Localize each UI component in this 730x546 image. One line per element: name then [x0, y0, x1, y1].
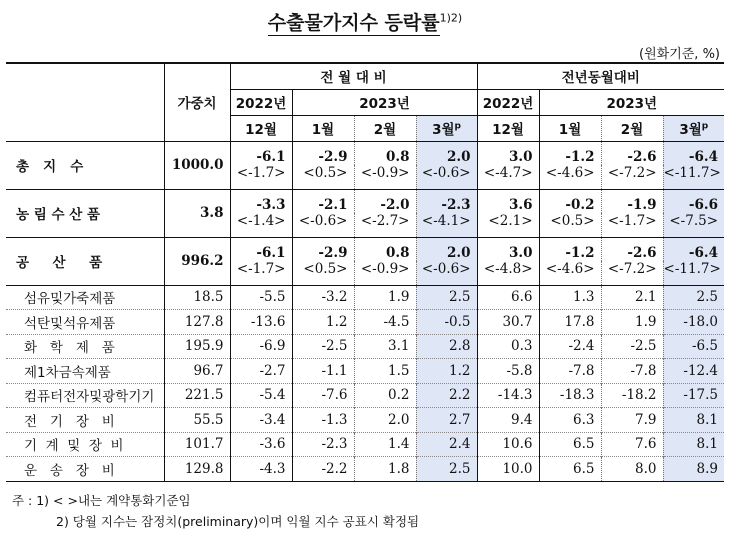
value-cell: -4.5 — [354, 310, 416, 335]
bracket-cell: <0.5> — [292, 261, 354, 285]
bracket-cell: <-7.2> — [601, 261, 663, 285]
value-cell: -14.3 — [477, 383, 539, 408]
value-cell: 8.9 — [663, 457, 724, 482]
bracket-cell: <-0.9> — [354, 261, 416, 285]
sub-row — [6, 334, 724, 359]
value-cell: -5.5 — [230, 285, 292, 310]
value-cell: 2.2 — [416, 383, 477, 408]
sub-row — [6, 408, 724, 433]
value-cell: -2.3 — [292, 432, 354, 457]
value-cell: 0.2 — [354, 383, 416, 408]
month-label: 3월 — [679, 122, 702, 138]
header-mom-feb: 2월 — [354, 115, 416, 141]
row-label: 섬유및가죽제품 — [6, 285, 164, 310]
bracket-cell: <-4.1> — [416, 213, 477, 237]
header-mom: 전 월 대 비 — [230, 63, 477, 89]
value-cell: -6.4 — [663, 237, 724, 261]
bracket-cell: <-4.6> — [539, 165, 601, 189]
value-cell: 1.9 — [601, 310, 663, 335]
header-yoy-2022: 2022년 — [477, 89, 539, 115]
value-cell: -3.4 — [230, 408, 292, 433]
header-mom-2023: 2023년 — [292, 89, 477, 115]
value-cell: 0.3 — [477, 334, 539, 359]
value-cell: -2.5 — [601, 334, 663, 359]
value-cell: 3.6 — [477, 189, 539, 213]
value-cell: 10.0 — [477, 457, 539, 482]
header-yoy-jan: 1월 — [539, 115, 601, 141]
value-cell: 1.2 — [292, 310, 354, 335]
footnote-1: 주 : 1) < >내는 계약통화기준임 — [12, 493, 191, 508]
value-cell: 8.1 — [663, 408, 724, 433]
major-row — [6, 237, 724, 261]
value-cell: -1.3 — [292, 408, 354, 433]
sub-row — [6, 310, 724, 335]
bracket-cell: <-7.2> — [601, 165, 663, 189]
value-cell: 3.1 — [354, 334, 416, 359]
value-cell: 2.0 — [416, 237, 477, 261]
value-cell: 6.3 — [539, 408, 601, 433]
bracket-cell: <-1.7> — [230, 165, 292, 189]
value-cell: -18.0 — [663, 310, 724, 335]
value-cell: -5.8 — [477, 359, 539, 384]
value-cell: 7.9 — [601, 408, 663, 433]
value-cell: 30.7 — [477, 310, 539, 335]
major-row — [6, 141, 724, 165]
value-cell: 9.4 — [477, 408, 539, 433]
sub-row — [6, 432, 724, 457]
value-cell: -2.9 — [292, 141, 354, 165]
value-cell: 2.1 — [601, 285, 663, 310]
row-label: 농 림 수 산 품 — [6, 189, 164, 237]
row-weight: 18.5 — [164, 285, 230, 310]
bracket-cell: <2.1> — [477, 213, 539, 237]
bracket-cell: <-2.7> — [354, 213, 416, 237]
value-cell: -1.2 — [539, 237, 601, 261]
value-cell: -4.3 — [230, 457, 292, 482]
header-mom-2022: 2022년 — [230, 89, 292, 115]
value-cell: 2.4 — [416, 432, 477, 457]
value-cell: -2.4 — [539, 334, 601, 359]
row-label: 운 송 장 비 — [6, 457, 164, 482]
value-cell: 2.5 — [416, 457, 477, 482]
value-cell: 1.4 — [354, 432, 416, 457]
value-cell: -2.5 — [292, 334, 354, 359]
major-row — [6, 189, 724, 213]
sub-row — [6, 285, 724, 310]
value-cell: -12.4 — [663, 359, 724, 384]
value-cell: 6.5 — [539, 457, 601, 482]
value-cell: 1.5 — [354, 359, 416, 384]
bracket-cell: <-11.7> — [663, 261, 724, 285]
bracket-cell: <-1.7> — [230, 261, 292, 285]
row-weight: 55.5 — [164, 408, 230, 433]
bracket-cell: <0.5> — [539, 213, 601, 237]
bracket-cell: <-0.9> — [354, 165, 416, 189]
value-cell: 2.0 — [354, 408, 416, 433]
sub-row — [6, 383, 724, 408]
month-label: 3월 — [432, 122, 455, 138]
bracket-cell: <-4.8> — [477, 261, 539, 285]
value-cell: 1.2 — [416, 359, 477, 384]
value-cell: -1.9 — [601, 189, 663, 213]
value-cell: -0.5 — [416, 310, 477, 335]
row-label: 제1차금속제품 — [6, 359, 164, 384]
header-mom-dec: 12월 — [230, 115, 292, 141]
header-mom-mar — [416, 115, 477, 141]
header-mom-jan: 1월 — [292, 115, 354, 141]
row-weight: 129.8 — [164, 457, 230, 482]
value-cell: -13.6 — [230, 310, 292, 335]
value-cell: 1.9 — [354, 285, 416, 310]
row-weight: 1000.0 — [164, 141, 230, 189]
value-cell: -6.4 — [663, 141, 724, 165]
value-cell: -2.6 — [601, 141, 663, 165]
bracket-cell: <-0.6> — [292, 213, 354, 237]
row-weight: 221.5 — [164, 383, 230, 408]
value-cell: -2.1 — [292, 189, 354, 213]
value-cell: -7.6 — [292, 383, 354, 408]
value-cell: -2.9 — [292, 237, 354, 261]
row-label: 전 기 장 비 — [6, 408, 164, 433]
row-weight: 3.8 — [164, 189, 230, 237]
value-cell: 10.6 — [477, 432, 539, 457]
bracket-cell: <-4.6> — [539, 261, 601, 285]
value-cell: 2.8 — [416, 334, 477, 359]
unit-label: (원화기준, %) — [639, 47, 720, 62]
value-cell: 3.0 — [477, 141, 539, 165]
value-cell: -18.3 — [539, 383, 601, 408]
value-cell: 2.5 — [416, 285, 477, 310]
value-cell: -2.0 — [354, 189, 416, 213]
value-cell: 0.8 — [354, 237, 416, 261]
header-yoy-mar — [663, 115, 724, 141]
sub-row — [6, 457, 724, 482]
value-cell: -1.2 — [539, 141, 601, 165]
bracket-cell: <-1.7> — [601, 213, 663, 237]
row-label: 기 계 및 장 비 — [6, 432, 164, 457]
page-title — [0, 8, 730, 35]
value-cell: -2.2 — [292, 457, 354, 482]
value-cell: -17.5 — [663, 383, 724, 408]
header-yoy: 전년동월대비 — [477, 63, 724, 89]
value-cell: -5.4 — [230, 383, 292, 408]
value-cell: -18.2 — [601, 383, 663, 408]
value-cell: 2.5 — [663, 285, 724, 310]
header-yoy-feb: 2월 — [601, 115, 663, 141]
value-cell: 3.0 — [477, 237, 539, 261]
bracket-cell: <0.5> — [292, 165, 354, 189]
header-yoy-2023: 2023년 — [539, 89, 724, 115]
value-cell: -6.1 — [230, 141, 292, 165]
value-cell: -7.8 — [539, 359, 601, 384]
row-label: 화 학 제 품 — [6, 334, 164, 359]
value-cell: 6.5 — [539, 432, 601, 457]
value-cell: 6.6 — [477, 285, 539, 310]
footnote-2: 2) 당월 지수는 잠정치(preliminary)이며 익월 지수 공표시 확정됨 — [56, 514, 420, 529]
value-cell: 1.8 — [354, 457, 416, 482]
value-cell: -0.2 — [539, 189, 601, 213]
prelim-mark: p — [454, 121, 461, 132]
value-cell: -3.2 — [292, 285, 354, 310]
header-row-1 — [6, 63, 724, 89]
sub-row — [6, 359, 724, 384]
value-cell: 1.3 — [539, 285, 601, 310]
value-cell: 17.8 — [539, 310, 601, 335]
bracket-cell: <-1.4> — [230, 213, 292, 237]
row-label: 공 산 품 — [6, 237, 164, 285]
value-cell: -1.1 — [292, 359, 354, 384]
value-cell: -2.3 — [416, 189, 477, 213]
row-weight: 996.2 — [164, 237, 230, 285]
value-cell: 2.0 — [416, 141, 477, 165]
value-cell: -3.3 — [230, 189, 292, 213]
value-cell: 8.1 — [663, 432, 724, 457]
prelim-mark: p — [701, 121, 709, 132]
row-weight: 127.8 — [164, 310, 230, 335]
row-weight: 101.7 — [164, 432, 230, 457]
value-cell: 0.8 — [354, 141, 416, 165]
value-cell: -6.6 — [663, 189, 724, 213]
bracket-cell: <-11.7> — [663, 165, 724, 189]
title-text: 수출물가지수 등락률 — [267, 12, 440, 34]
bracket-cell: <-0.6> — [416, 261, 477, 285]
value-cell: 2.7 — [416, 408, 477, 433]
value-cell: -7.8 — [601, 359, 663, 384]
row-label: 컴퓨터전자및광학기기 — [6, 383, 164, 408]
header-weight: 가중치 — [164, 63, 230, 141]
value-cell: 8.0 — [601, 457, 663, 482]
header-yoy-dec: 12월 — [477, 115, 539, 141]
bracket-cell: <-0.6> — [416, 165, 477, 189]
value-cell: -2.7 — [230, 359, 292, 384]
value-cell: -2.6 — [601, 237, 663, 261]
title-footnote-mark: 1)2) — [439, 11, 463, 25]
value-cell: -6.9 — [230, 334, 292, 359]
bracket-cell: <-7.5> — [663, 213, 724, 237]
value-cell: -6.5 — [663, 334, 724, 359]
row-label: 석탄및석유제품 — [6, 310, 164, 335]
value-cell: 7.6 — [601, 432, 663, 457]
header-blank — [6, 63, 164, 141]
row-weight: 96.7 — [164, 359, 230, 384]
index-table — [6, 62, 724, 482]
value-cell: -3.6 — [230, 432, 292, 457]
value-cell: -6.1 — [230, 237, 292, 261]
row-weight: 195.9 — [164, 334, 230, 359]
bracket-cell: <-4.7> — [477, 165, 539, 189]
row-label: 총 지 수 — [6, 141, 164, 189]
